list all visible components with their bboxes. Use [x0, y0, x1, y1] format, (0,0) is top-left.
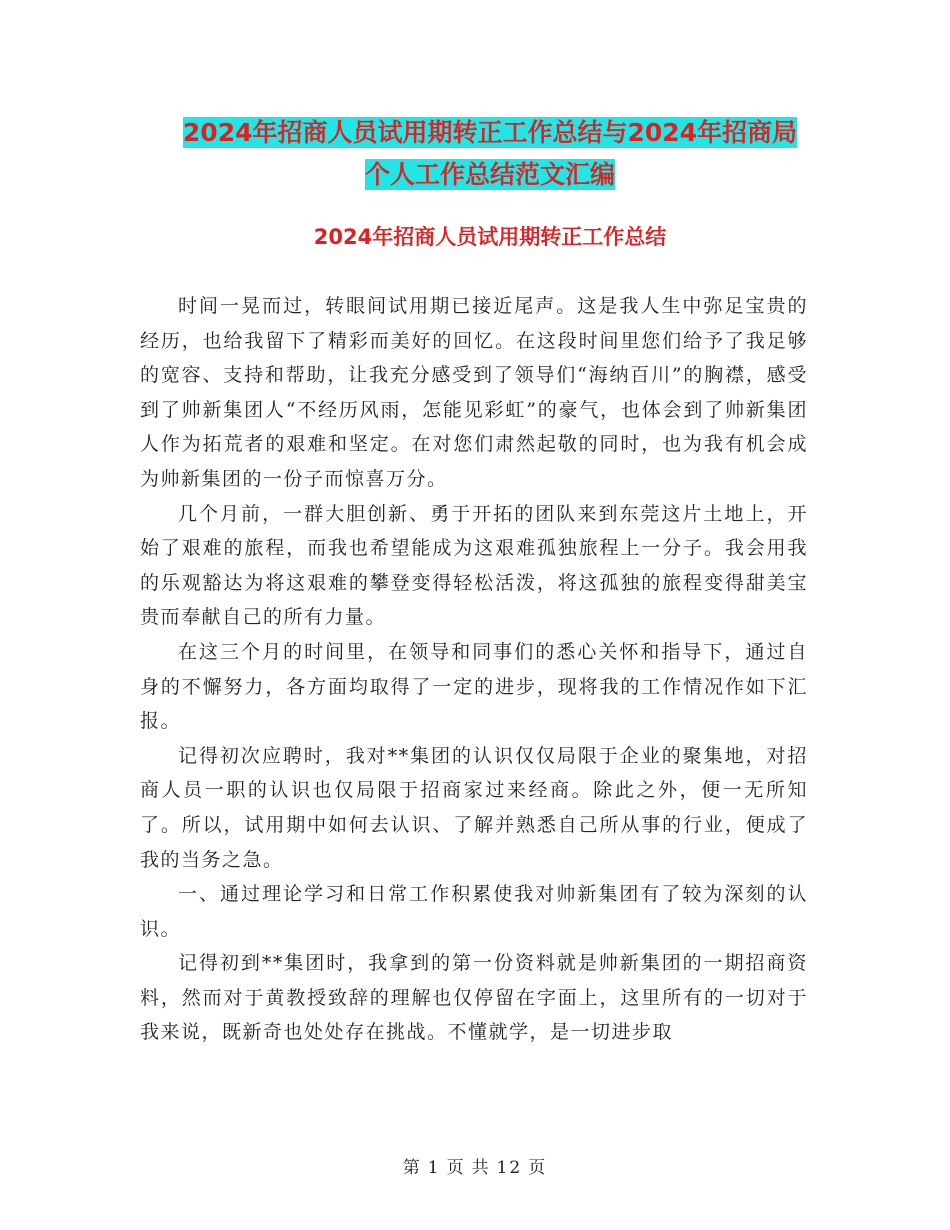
paragraph: 记得初次应聘时，我对**集团的认识仅仅局限于企业的聚集地，对招商人员一职的认识也仅局限于招商家过来经商。除此之外，便一无所知了。所以，试用期中如何去认识、了解并熟悉自己所从事的行业，便成了我的当务之急。 [140, 744, 808, 871]
paragraph: 时间一晃而过，转眼间试用期已接近尾声。这是我人生中弥足宝贵的经历，也给我留下了精彩而美好的回忆。在这段时间里您们给予了我足够的宽容、支持和帮助，让我充分感受到了领导们“海纳百川”的胸襟，感受到了帅新集团人“不经历风雨，怎能见彩虹”的豪气，也体会到了帅新集团人作为拓荒者的艰难和坚定。在对您们肃然起敬的同时，也为我有机会成为帅新集团的一份子而惊喜万分。 [140, 295, 808, 490]
footer-total-pages: 12 [496, 1158, 523, 1178]
footer-page-number: 1 [427, 1158, 441, 1178]
document-title [140, 112, 840, 196]
footer-page-label: 第 [402, 1158, 422, 1178]
body-text [140, 289, 808, 1050]
document-title-line-2: 个人工作总结范文汇编 [364, 160, 615, 189]
section-title: 2024年招商人员试用期转正工作总结 [313, 225, 667, 249]
footer-total-label: 共 [471, 1158, 491, 1178]
paragraph: 几个月前，一群大胆创新、勇于开拓的团队来到东莞这片土地上，开始了艰难的旅程，而我也希望能成为这艰难孤独旅程上一分子。我会用我的乐观豁达为将这艰难的攀登变得轻松活泼，将这孤独的旅程变得甜美宝贵而奉献自己的所有力量。 [140, 502, 808, 629]
paragraph: 在这三个月的时间里，在领导和同事们的悉心关怀和指导下，通过自身的不懈努力，各方面均取得了一定的进步，现将我的工作情况作如下汇报。 [140, 640, 808, 733]
footer-total-unit: 页 [528, 1158, 548, 1178]
footer-page-unit: 页 [446, 1158, 466, 1178]
page-footer [0, 1153, 950, 1178]
paragraph: 记得初到**集团时，我拿到的第一份资料就是帅新集团的一期招商资料，然而对于黄教授致辞的理解也仅停留在字面上，这里所有的一切对于我来说，既新奇也处处存在挑战。不懂就学，是一切进步取 [140, 952, 808, 1044]
paragraph: 一、通过理论学习和日常工作积累使我对帅新集团有了较为深刻的认识。 [140, 883, 808, 940]
document-title-line-1: 2024年招商人员试用期转正工作总结与2024年招商局 [182, 118, 798, 147]
